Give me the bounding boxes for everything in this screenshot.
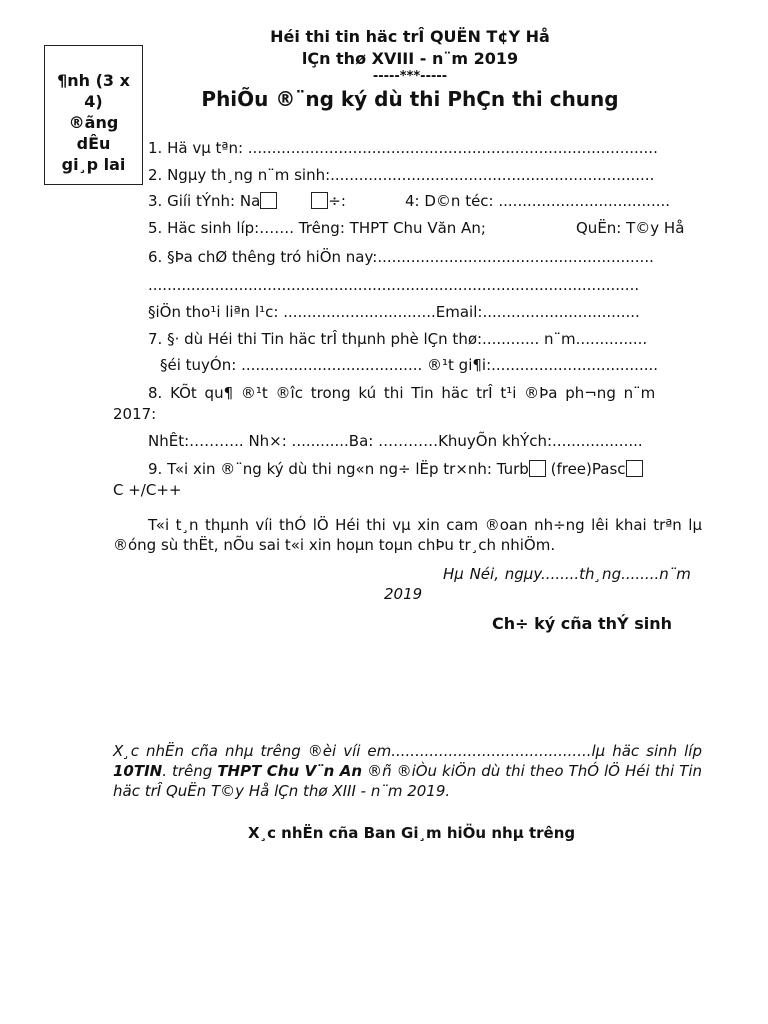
field-prize-levels: NhÊt:……….. Nh×: ............Ba: …………KhuyÕn khÝch:...................: [148, 432, 643, 450]
field-local-result-year: 2017:: [113, 405, 157, 423]
field-gender: [148, 192, 346, 210]
field-class-school: 5. Häc sinh líp:……. Trêng: THPT Chu Văn An;: [148, 219, 486, 237]
language-label: 9. T«i xin ®¨ng ký dù thi ng«n ng÷ lËp tr×nh: Turb: [148, 460, 529, 478]
confirm-part-2: . trêng: [162, 762, 218, 780]
language-cpp-label: C +/C++: [113, 481, 182, 499]
confirm-part-1: X¸c nhËn cña nhµ trêng ®èi víi em..........................................lµ häc sinh líp: [113, 742, 702, 760]
language-pascal-label: (free)Pasc: [550, 460, 626, 478]
field-contact: §iÖn tho¹i liªn l¹c: ................................Email:.................................: [148, 303, 640, 321]
pledge-text: T«i t¸n thµnh víi thÓ lÖ Héi thi vµ xin cam ®oan nh÷ng lêi khai trªn lµ ®óng sù thËt, nÕu sai t«i xin hoµn toµn chÞu tr¸ch nhiÖm.: [113, 516, 702, 554]
field-address-continued: .......................................................................................................: [148, 276, 640, 294]
language-pascal-checkbox[interactable]: [626, 460, 643, 477]
field-address: 6. §Þa chØ thêng tró hiÖn nay:..........................................................: [148, 248, 654, 266]
photo-placeholder-box: ¶nh (3 x 4) ®ãng dÊu gi¸p lai: [44, 45, 143, 185]
gender-male-checkbox[interactable]: [260, 192, 277, 209]
gender-female-label: ÷:: [328, 192, 346, 210]
field-full-name: 1. Hä vµ tªn: ......................................................................................: [148, 139, 658, 157]
language-turbo-checkbox[interactable]: [529, 460, 546, 477]
gender-female-checkbox[interactable]: [311, 192, 328, 209]
candidate-signature-label: Ch÷ ký cña thÝ sinh: [492, 614, 672, 633]
date-place-line: Hµ Néi, ngµy........th¸ng........n¨m: [443, 565, 691, 583]
field-team-prize: §éi tuyÓn: ...................................... ®¹t gi¶i:...................................: [160, 356, 659, 374]
confirm-class-name: 10TIN: [113, 762, 163, 780]
field-previous-participation: 7. §· dù Héi thi Tin häc trÎ thµnh phè lÇn thø:............ n¨m...............: [148, 330, 648, 348]
gender-label: 3. Giíi tÝnh: Na: [148, 192, 261, 210]
confirm-school-name: THPT Chu V¨n An: [217, 762, 363, 780]
board-signature-label: X¸c nhËn cña Ban Gi¸m hiÖu nhµ trêng: [248, 824, 576, 842]
header-organizer: Héi thi tin häc trÎ QUËN T¢Y Hå: [270, 27, 550, 46]
field-ethnicity: 4: D©n téc: ....................................: [405, 192, 671, 210]
header-divider: -----***-----: [372, 69, 448, 84]
field-date-of-birth: 2. Ngµy th¸ng n¨m sinh:....................................................................: [148, 166, 655, 184]
header-edition: lÇn thø XVIII - n¨m 2019: [301, 49, 519, 68]
confirm-part-3: ®ñ ®iÒu kiÖn dù thi theo ThÓ lÖ Héi thi Tin häc trÎ QuËn T©y Hå lÇn thø XIII - n¨m 2019.: [113, 762, 703, 800]
date-year: 2019: [384, 585, 423, 603]
field-programming-language: [148, 460, 643, 478]
field-district: QuËn: T©y Hå: [576, 219, 685, 237]
form-title: PhiÕu ®¨ng ký dù thi PhÇn thi chung: [201, 87, 619, 111]
field-local-result: 8. KÕt qu¶ ®¹t ®îc trong kú thi Tin häc trÎ t¹i ®Þa ph¬ng n¨m: [148, 384, 656, 402]
school-confirmation-text: [113, 741, 702, 801]
